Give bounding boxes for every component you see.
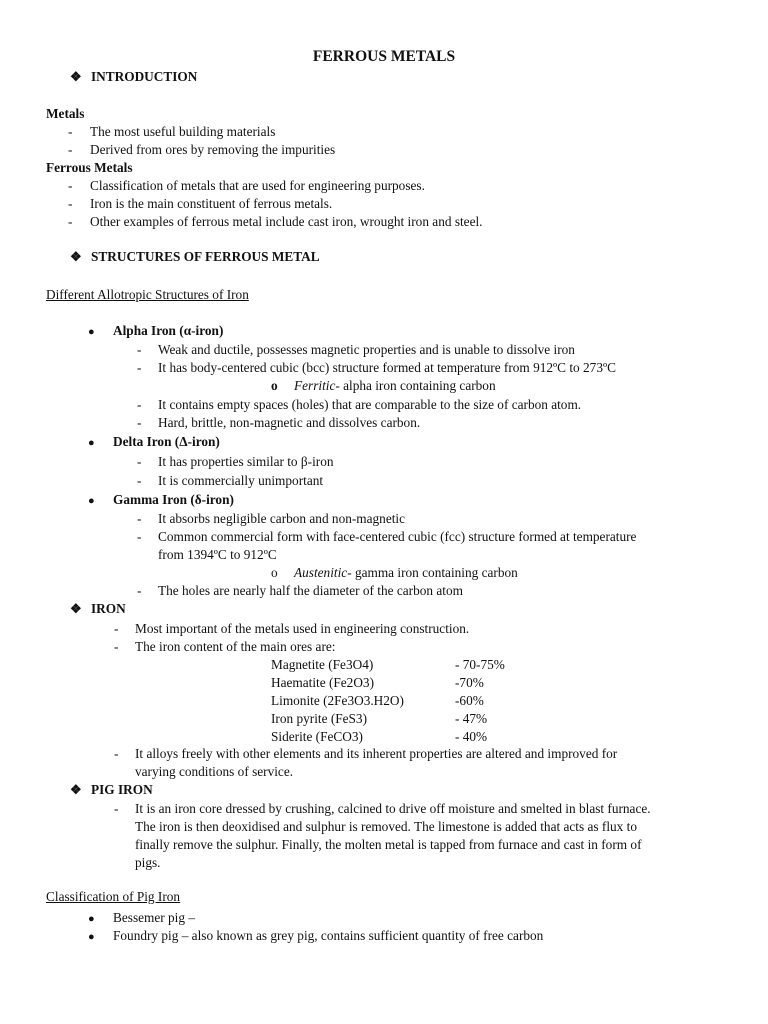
diamond-bullet-icon: ❖ [70, 69, 82, 84]
structures-heading [70, 248, 320, 266]
bullet-icon: ● [88, 495, 95, 507]
gamma-item: Common commercial form with face-centered cubic (fcc) structure formed at temperature [158, 529, 637, 544]
structures-heading-label: STRUCTURES OF FERROUS METAL [90, 249, 320, 264]
ore-value: - 47% [455, 711, 488, 726]
dash-icon: - [114, 746, 119, 761]
dash-icon: - [137, 360, 142, 375]
dash-icon: - [137, 342, 142, 357]
gamma-item-continued: from 1394ºC to 912ºC [158, 547, 277, 562]
ore-value: - 70-75% [455, 657, 505, 672]
ferrous-item: Other examples of ferrous metal include cast iron, wrought iron and steel. [90, 214, 483, 229]
ore-name: Magnetite (Fe3O4) [271, 657, 374, 672]
intro-heading [70, 68, 197, 86]
circle-bullet-icon: o [271, 565, 278, 580]
ferrous-item: Iron is the main constituent of ferrous metals. [90, 196, 333, 211]
alpha-item: It contains empty spaces (holes) that are comparable to the size of carbon atom. [158, 397, 582, 412]
dash-icon: - [68, 178, 73, 193]
intro-heading-label: INTRODUCTION [90, 69, 198, 84]
dash-icon: - [137, 454, 142, 469]
alpha-item: It has body-centered cubic (bcc) structure formed at temperature from 912ºC to 273ºC [158, 360, 616, 375]
iron-alloy-line: varying conditions of service. [135, 764, 294, 779]
gamma-subitem [294, 564, 518, 582]
austenitic-term: Austenitic [294, 565, 348, 580]
metals-item: Derived from ores by removing the impurities [90, 142, 336, 157]
pig-iron-line: finally remove the sulphur. Finally, the molten metal is tapped from furnace and cast in form of [135, 837, 642, 852]
delta-item: It has properties similar to β-iron [158, 454, 334, 469]
iron-heading [70, 600, 126, 618]
classification-heading: Classification of Pig Iron [46, 889, 181, 904]
classification-item: Bessemer pig – [113, 910, 195, 925]
metals-label: Metals [46, 106, 85, 121]
ore-name: Haematite (Fe2O3) [271, 675, 375, 690]
dash-icon: - [137, 583, 142, 598]
iron-alloy-line: It alloys freely with other elements and its inherent properties are altered and improved for [135, 746, 618, 761]
pig-iron-line: It is an iron core dressed by crushing, calcined to drive off moisture and smelted in blast furnace. [135, 801, 651, 816]
ore-value: -70% [455, 675, 484, 690]
dash-icon: - [137, 529, 142, 544]
dash-icon: - [137, 473, 142, 488]
allotropic-heading: Different Allotropic Structures of Iron [46, 287, 249, 302]
delta-item: It is commercially unimportant [158, 473, 324, 488]
pig-iron-heading [70, 781, 153, 799]
bullet-icon: ● [88, 326, 95, 338]
alpha-item: Hard, brittle, non-magnetic and dissolves carbon. [158, 415, 421, 430]
dash-icon: - [137, 511, 142, 526]
diamond-bullet-icon: ❖ [70, 249, 82, 264]
classification-item: Foundry pig – also known as grey pig, contains sufficient quantity of free carbon [113, 928, 544, 943]
iron-item: The iron content of the main ores are: [135, 639, 336, 654]
ore-value: - 40% [455, 729, 488, 744]
alpha-subitem [294, 377, 496, 395]
pig-iron-line: The iron is then deoxidised and sulphur is removed. The limestone is added that acts as flux to [135, 819, 637, 834]
ore-value: -60% [455, 693, 484, 708]
delta-iron-label: Delta Iron (Δ-iron) [113, 434, 220, 449]
dash-icon: - [68, 124, 73, 139]
bullet-icon: ● [88, 931, 95, 943]
diamond-bullet-icon: ❖ [70, 601, 82, 616]
gamma-iron-label: Gamma Iron (δ-iron) [113, 492, 234, 507]
iron-heading-label: IRON [90, 601, 126, 616]
ore-name: Iron pyrite (FeS3) [271, 711, 368, 726]
ferritic-desc: - alpha iron containing carbon [335, 378, 496, 393]
ferrous-label: Ferrous Metals [46, 160, 133, 175]
dash-icon: - [68, 196, 73, 211]
bullet-icon: ● [88, 913, 95, 925]
circle-bullet-icon: o [271, 378, 278, 393]
alpha-iron-label: Alpha Iron (α-iron) [113, 323, 224, 338]
ferritic-term: Ferritic [294, 378, 336, 393]
iron-item: Most important of the metals used in engineering construction. [135, 621, 470, 636]
diamond-bullet-icon: ❖ [70, 782, 82, 797]
page-title: FERROUS METALS [312, 48, 456, 65]
dash-icon: - [114, 621, 119, 636]
bullet-icon: ● [88, 437, 95, 449]
pig-iron-line: pigs. [135, 855, 161, 870]
dash-icon: - [137, 415, 142, 430]
metals-item: The most useful building materials [90, 124, 276, 139]
dash-icon: - [68, 214, 73, 229]
alpha-item: Weak and ductile, possesses magnetic properties and is unable to dissolve iron [158, 342, 575, 357]
dash-icon: - [137, 397, 142, 412]
pig-iron-heading-label: PIG IRON [90, 782, 153, 797]
gamma-item: The holes are nearly half the diameter of the carbon atom [158, 583, 463, 598]
ore-name: Limonite (2Fe3O3.H2O) [271, 693, 404, 708]
ore-name: Siderite (FeCO3) [271, 729, 363, 744]
dash-icon: - [114, 639, 119, 654]
dash-icon: - [68, 142, 73, 157]
dash-icon: - [114, 801, 119, 816]
gamma-item: It absorbs negligible carbon and non-magnetic [158, 511, 406, 526]
ferrous-item: Classification of metals that are used for engineering purposes. [90, 178, 425, 193]
austenitic-desc: - gamma iron containing carbon [347, 565, 518, 580]
